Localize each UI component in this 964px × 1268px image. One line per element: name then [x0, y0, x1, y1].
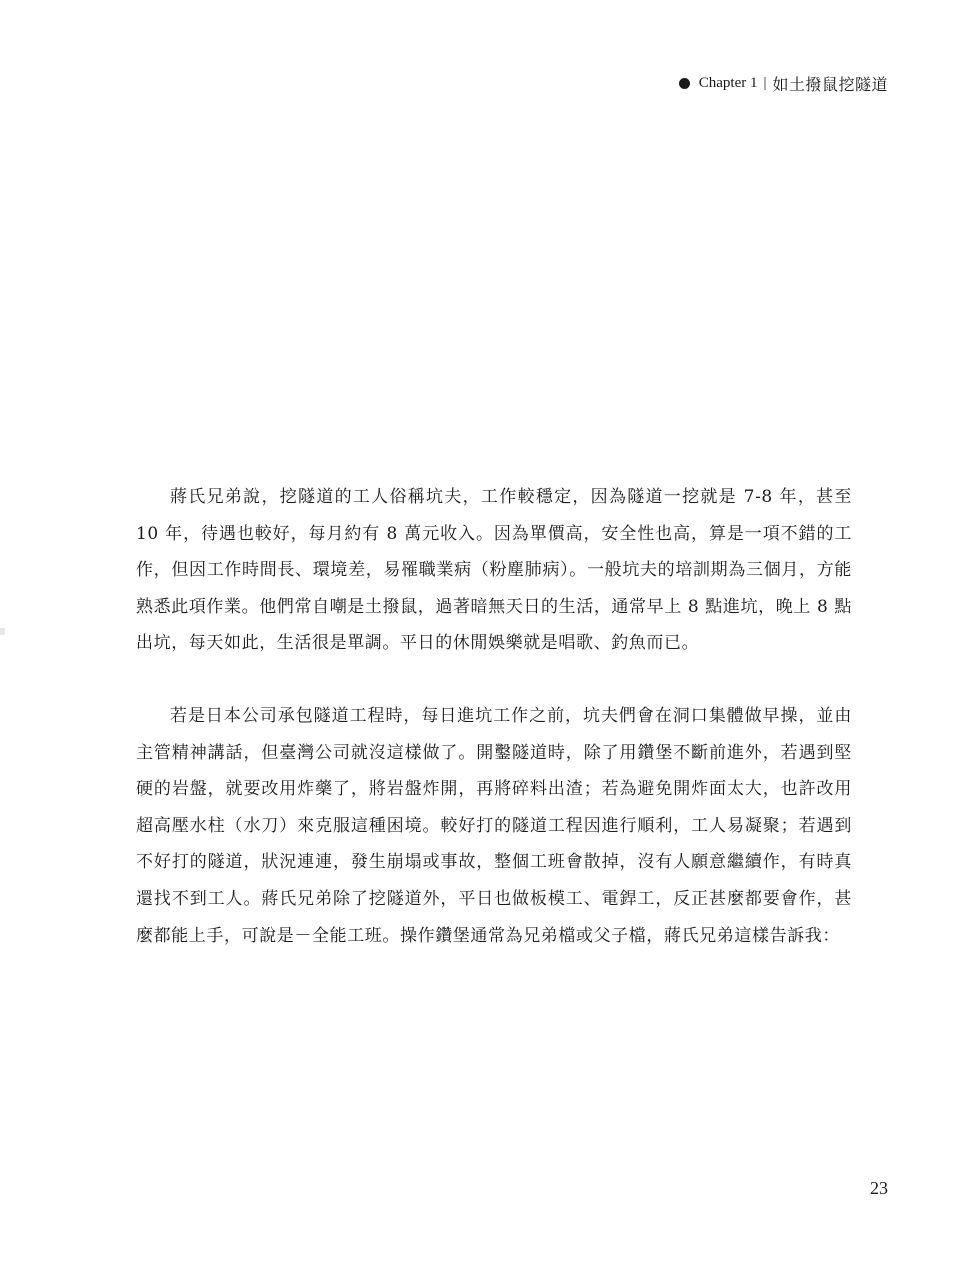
header-separator: |	[763, 74, 767, 91]
body-text	[136, 479, 852, 954]
paragraph: 蔣氏兄弟說，挖隧道的工人俗稱坑夫，工作較穩定，因為隧道一挖就是 7-8 年，甚至 10 年，待遇也較好，每月約有 8 萬元收入。因為單價高，安全性也高，算是一項不錯的工作，但因工作時間長、環境差，易罹職業病（粉塵肺病）。一般坑夫的培訓期為三個月，方能熟悉此項作業。他們常自嘲是土撥鼠，過著暗無天日的生活，通常早上 8 點進坑，晚上 8 點出坑，每天如此，生活很是單調。平日的休閒娛樂就是唱歌、釣魚而已。	[136, 487, 852, 654]
page-edge-mark	[0, 628, 5, 635]
paragraph: 若是日本公司承包隧道工程時，每日進坑工作之前，坑夫們會在洞口集體做早操，並由主管精神講話，但臺灣公司就沒這樣做了。開鑿隧道時，除了用鑽堡不斷前進外，若遇到堅硬的岩盤，就要改用炸藥了，將岩盤炸開，再將碎料出渣；若為避免開炸面太大，也許改用超高壓水柱（水刀）來克服這種困境。較好打的隧道工程因進行順利，工人易凝聚；若遇到不好打的隧道，狀況連連，發生崩塌或事故，整個工班會散掉，沒有人願意繼續作，有時真還找不到工人。蔣氏兄弟除了挖隧道外，平日也做板模工、電銲工，反正甚麼都要會作，甚麼都能上手，可說是－全能工班。操作鑽堡通常為兄弟檔或父子檔，蔣氏兄弟這樣告訴我：	[136, 705, 852, 946]
bullet-icon	[679, 78, 690, 89]
page-number: 23	[870, 1178, 888, 1198]
running-header	[679, 71, 888, 95]
chapter-title: 如土撥鼠挖隧道	[772, 76, 888, 94]
chapter-label: Chapter 1	[698, 74, 758, 91]
